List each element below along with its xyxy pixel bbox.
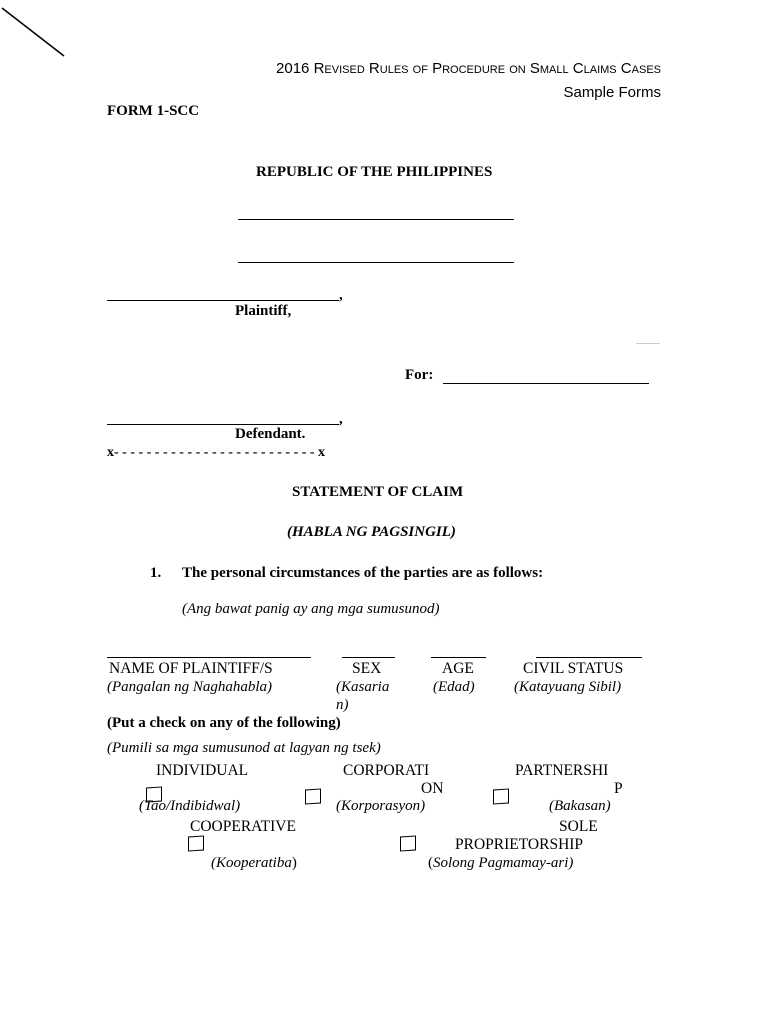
faint-mark	[636, 343, 660, 344]
option-partnership-translation: (Bakasan)	[549, 798, 611, 814]
item-1-text: The personal circumstances of the parties are as follows:	[182, 565, 544, 581]
civil-status-cell-blank[interactable]	[536, 657, 642, 658]
header-sex-translation-2: n)	[336, 697, 349, 713]
option-individual-translation: (Tao/Indibidwal)	[139, 798, 241, 814]
defendant-name-blank[interactable]	[107, 424, 339, 425]
caption-separator: x- - - - - - - - - - - - - - - - - - - - - - - - - x	[107, 445, 326, 460]
corner-slash-mark	[0, 0, 70, 60]
plaintiff-name-blank[interactable]	[107, 300, 339, 301]
option-cooperative-translation	[211, 855, 297, 872]
header-title-text: Revised Rules of Procedure on Small Claims Cases	[313, 60, 661, 77]
item-1-number: 1.	[150, 565, 162, 581]
option-sole-label-2: PROPRIETORSHIP	[455, 836, 584, 853]
plaintiff-comma: ,	[339, 287, 343, 303]
option-sole-translation	[428, 855, 573, 872]
header-sex-translation-1: (Kasaria	[336, 679, 390, 695]
defendant-comma: ,	[339, 411, 343, 427]
plaintiff-name-cell-blank[interactable]	[107, 657, 311, 658]
header-sex: SEX	[352, 660, 382, 677]
statement-subtitle: (HABLA NG PAGSINGIL)	[287, 524, 456, 540]
form-id: FORM 1-SCC	[107, 103, 200, 119]
option-corporation-label-2: ON	[421, 780, 444, 797]
statement-title: STATEMENT OF CLAIM	[292, 484, 464, 500]
header-age: AGE	[442, 660, 474, 677]
sex-cell-blank[interactable]	[342, 657, 395, 658]
age-cell-blank[interactable]	[431, 657, 486, 658]
cooperative-translation-text: (Kooperatiba	[211, 855, 292, 871]
check-instruction-translation: (Pumili sa mga sumusunod at lagyan ng tsek)	[107, 740, 381, 756]
cooperative-checkbox[interactable]	[188, 835, 204, 851]
check-instruction: (Put a check on any of the following)	[107, 715, 341, 731]
cooperative-translation-close: )	[291, 855, 297, 871]
court-name-blank-1[interactable]	[238, 219, 514, 220]
option-individual-label: INDIVIDUAL	[156, 762, 249, 779]
document-header-title	[276, 60, 661, 77]
header-civil-status-translation: (Katayuang Sibil)	[514, 679, 622, 695]
partnership-checkbox[interactable]	[493, 788, 509, 804]
header-name-of-plaintiff: NAME OF PLAINTIFF/S	[109, 660, 273, 677]
document-header-subtitle: Sample Forms	[563, 84, 661, 101]
plaintiff-label: Plaintiff,	[235, 303, 292, 319]
case-nature-blank[interactable]	[443, 383, 649, 384]
option-partnership-label-2: P	[614, 780, 623, 797]
sole-translation-text: Solong Pagmamay-ari)	[433, 855, 574, 871]
defendant-label: Defendant.	[235, 426, 306, 442]
item-1-translation: (Ang bawat panig ay ang mga sumusunod)	[182, 601, 440, 617]
court-name-blank-2[interactable]	[238, 262, 514, 263]
option-corporation-translation: (Korporasyon)	[336, 798, 426, 814]
for-label: For:	[405, 367, 434, 383]
option-corporation-label-1: CORPORATI	[343, 762, 430, 779]
sole-proprietorship-checkbox[interactable]	[400, 835, 416, 851]
header-civil-status: CIVIL STATUS	[523, 660, 624, 677]
option-cooperative-label: COOPERATIVE	[190, 818, 296, 835]
header-year: 2016	[276, 60, 310, 77]
option-partnership-label-1: PARTNERSHI	[515, 762, 609, 779]
corporation-checkbox[interactable]	[305, 788, 321, 804]
republic-heading: REPUBLIC OF THE PHILIPPINES	[256, 164, 493, 180]
option-sole-label-1: SOLE	[559, 818, 598, 835]
sole-translation-open: (	[428, 855, 433, 871]
header-name-translation: (Pangalan ng Naghahabla)	[107, 679, 272, 695]
header-age-translation: (Edad)	[433, 679, 475, 695]
